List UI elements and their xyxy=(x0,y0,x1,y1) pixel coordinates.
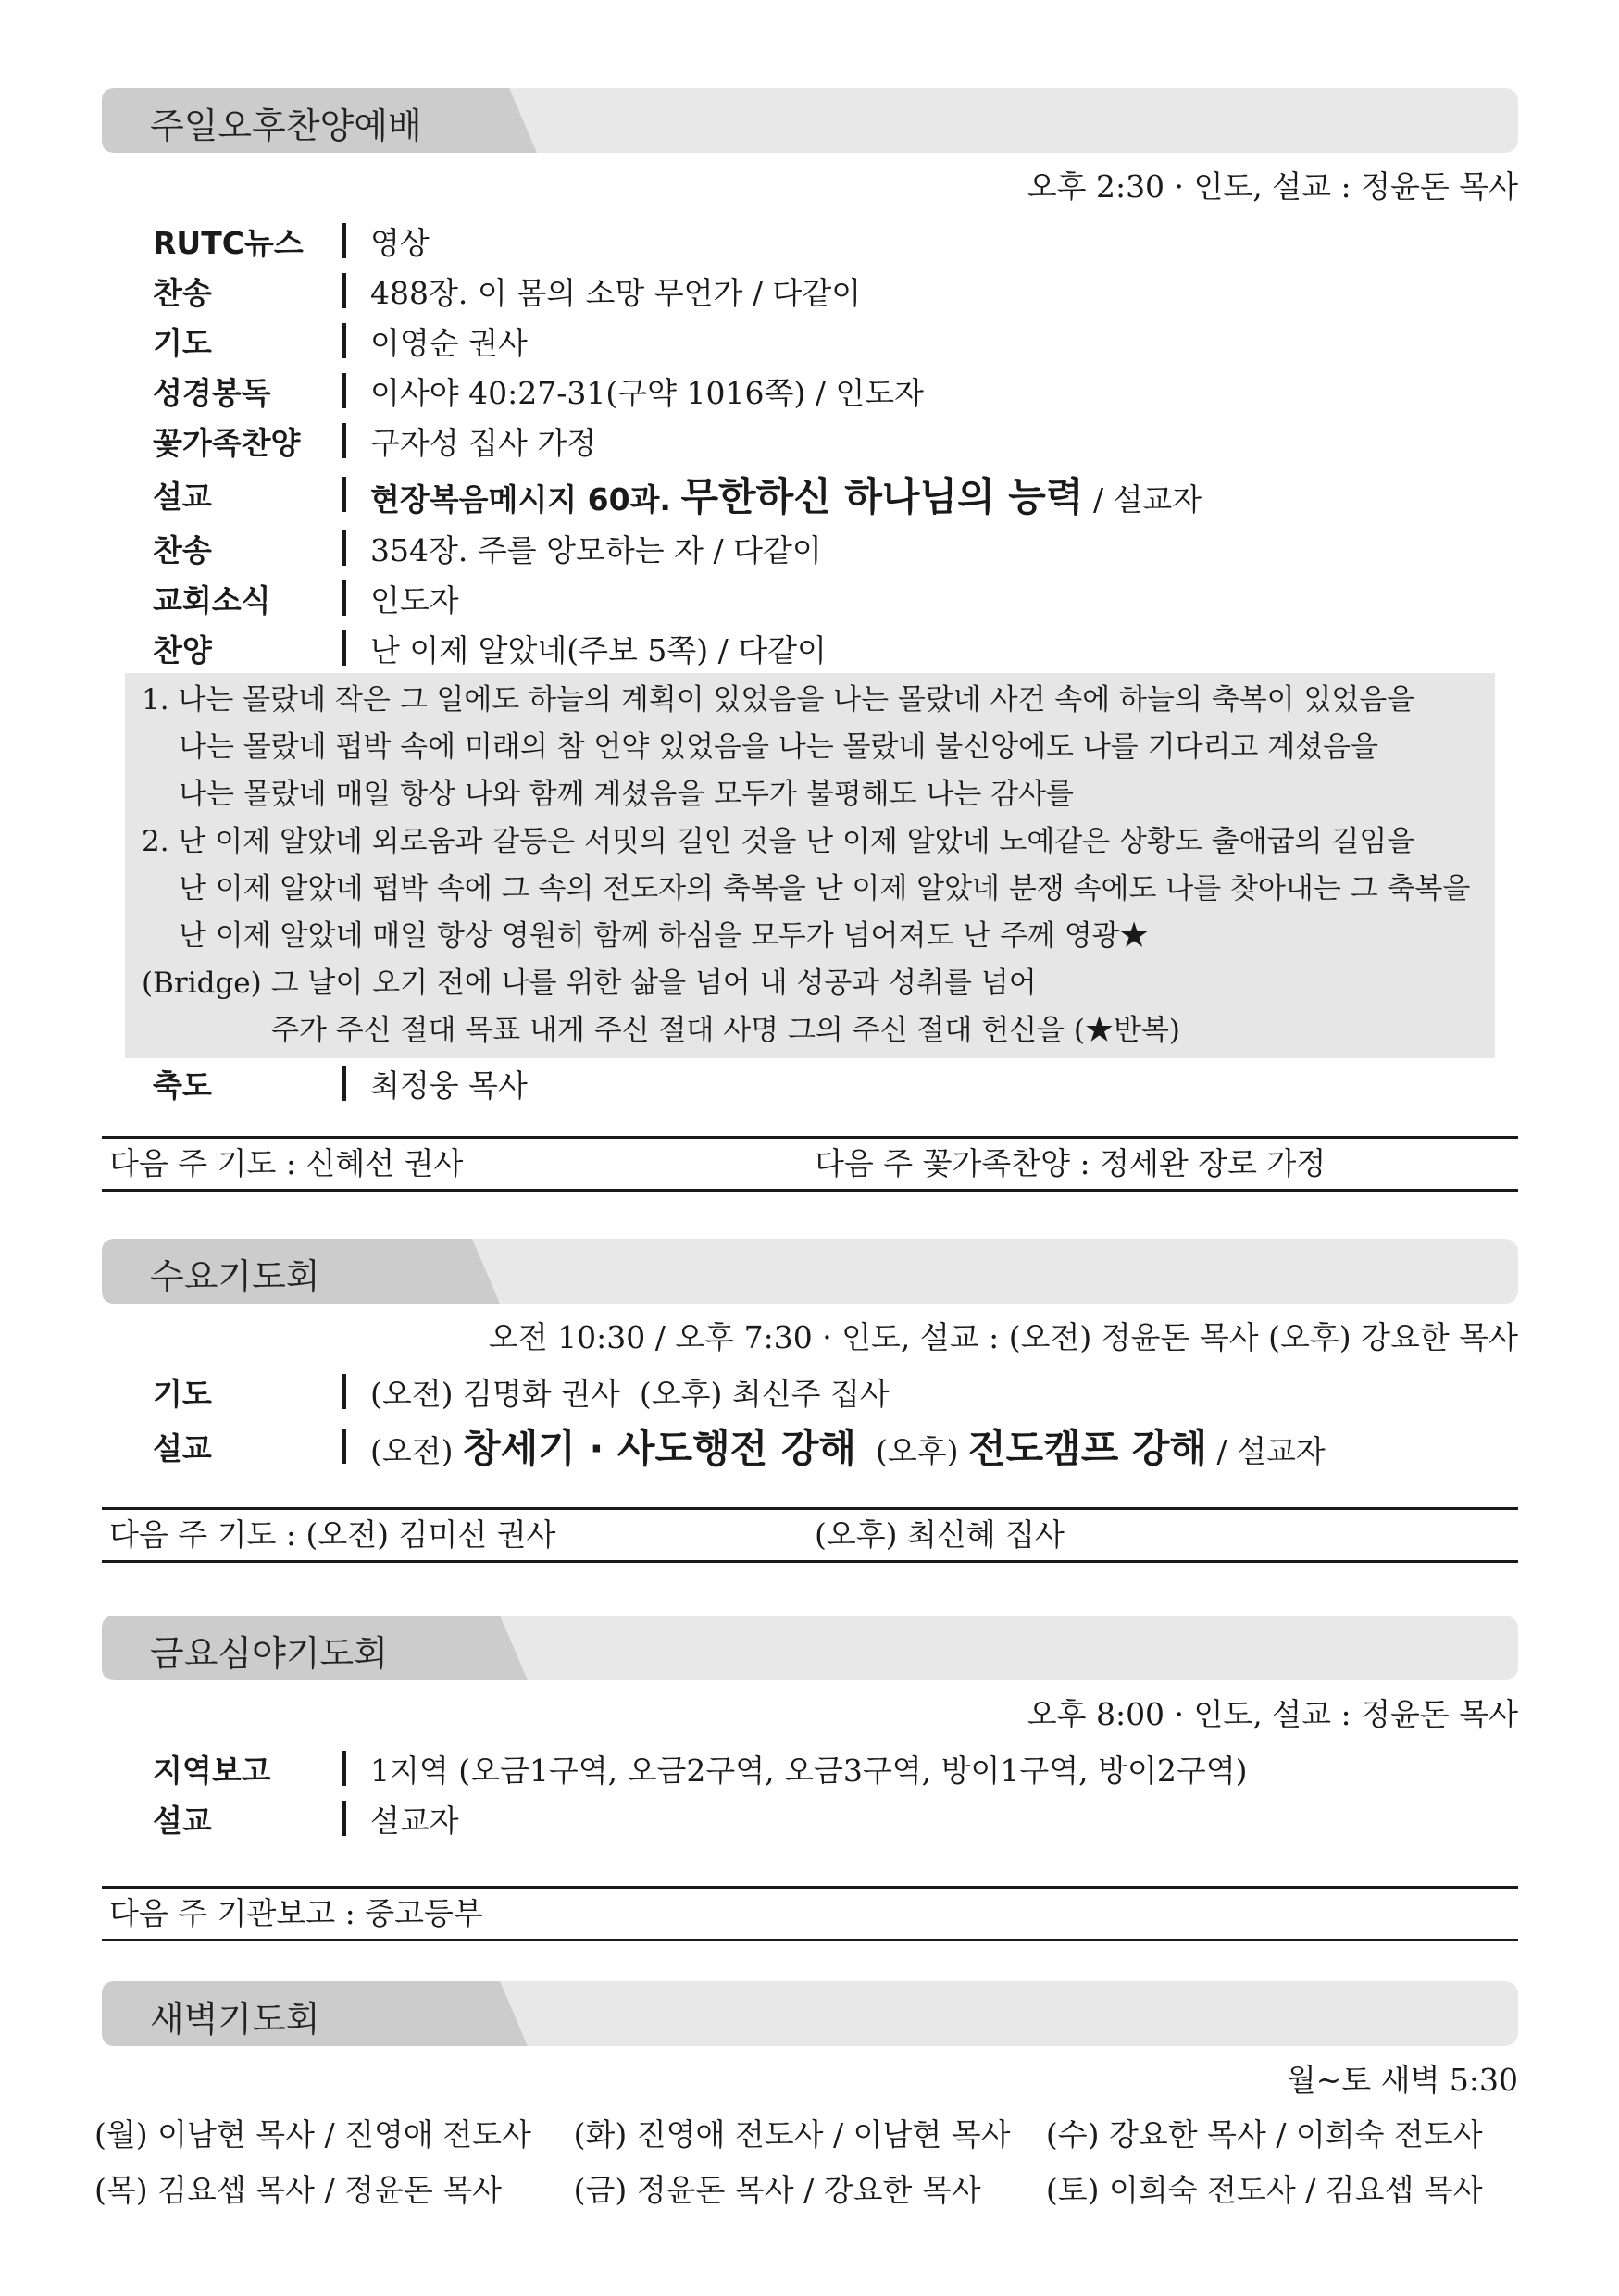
sermon-suffix: / 설교자 xyxy=(1207,1433,1326,1469)
lyric-line: 난 이제 알았네 매일 항상 영원히 함께 하심을 모두가 넘어져도 난 주께 영광★ xyxy=(179,919,1149,953)
service-time: 오전 10:30 / 오후 7:30 · 인도, 설교 : (오전) 정윤돈 목사 (오후) 강요한 목사 xyxy=(488,1319,1518,1355)
next-prayer-pm: (오후) 최신혜 집사 xyxy=(815,1516,1065,1553)
sermon-title: 무한하신 하나님의 능력 xyxy=(680,474,1084,519)
friday-header xyxy=(102,1616,1518,1680)
row-label: 지역보고 xyxy=(153,1752,271,1789)
order-row xyxy=(102,623,1518,673)
friday-section xyxy=(102,1616,1518,1941)
divider xyxy=(342,1751,346,1786)
row-value: 488장. 이 몸의 소망 무언가 / 다같이 xyxy=(370,274,862,311)
schedule-cell: (목) 김요셉 목사 / 정윤돈 목사 xyxy=(94,2172,502,2208)
row-value: 1지역 (오금1구역, 오금2구역, 오금3구역, 방이1구역, 방이2구역) xyxy=(370,1752,1248,1789)
lyric-line: 나는 몰랐네 매일 항상 나와 함께 계셨음을 모두가 불평해도 나는 감사를 xyxy=(179,778,1074,811)
lyric-line: (Bridge) 그 날이 오기 전에 나를 위한 삶을 넘어 내 성공과 성취를 넘어 xyxy=(142,967,1037,1000)
sunday-section xyxy=(102,88,1518,1192)
row-label: 설교 xyxy=(153,1429,212,1466)
row-label: 기도 xyxy=(153,324,212,361)
order-row xyxy=(102,416,1518,466)
divider xyxy=(342,580,346,616)
lyric-line: 2. 난 이제 알았네 외로움과 갈등은 서밋의 길인 것을 난 이제 알았네 노예같은 상황도 출애굽의 길임을 xyxy=(142,825,1415,858)
next-week-box xyxy=(102,1886,1518,1941)
row-value: (오전) 김명화 권사 (오후) 최신주 집사 xyxy=(370,1375,890,1412)
sermon-value xyxy=(370,1418,1518,1474)
am-sermon-title: 창세기 · 사도행전 강해 xyxy=(463,1426,856,1471)
divider xyxy=(342,1374,346,1409)
order-of-service xyxy=(102,216,1518,673)
row-label: 기도 xyxy=(153,1375,212,1412)
order-of-service xyxy=(102,1743,1518,1843)
schedule-row xyxy=(94,2163,1518,2218)
pm-sermon-title: 전도캠프 강해 xyxy=(968,1426,1208,1471)
pm-tag: (오후) xyxy=(875,1433,959,1469)
service-time: 월~토 새벽 5:30 xyxy=(1286,2062,1518,2098)
dawn-schedule xyxy=(94,2107,1518,2218)
sermon-value xyxy=(370,467,1518,522)
divider xyxy=(342,423,346,458)
order-row xyxy=(102,316,1518,366)
lyric-line: 난 이제 알았네 펍박 속에 그 속의 전도자의 축복을 난 이제 알았네 분쟁 속에도 나를 찾아내는 그 축복을 xyxy=(179,872,1471,905)
row-label: 꽃가족찬양 xyxy=(153,424,301,461)
divider xyxy=(342,1801,346,1836)
service-time: 오후 2:30 · 인도, 설교 : 정윤돈 목사 xyxy=(1027,168,1518,205)
divider xyxy=(342,273,346,308)
schedule-cell: (수) 강요한 목사 / 이희숙 전도사 xyxy=(1045,2116,1483,2152)
lyric-line: 1. 나는 몰랐네 작은 그 일에도 하늘의 계획이 있었음을 나는 몰랐네 사건 속에 하늘의 축복이 있었음을 xyxy=(142,683,1415,717)
row-label: 찬양 xyxy=(153,631,212,668)
section-title: 금요심야기도회 xyxy=(150,1633,388,1674)
section-title: 주일오후찬양예배 xyxy=(150,106,422,146)
row-label: 설교 xyxy=(153,1802,212,1839)
next-report: 다음 주 기관보고 : 중고등부 xyxy=(109,1895,483,1931)
divider xyxy=(342,630,346,666)
row-label: 찬송 xyxy=(153,274,212,311)
order-row xyxy=(102,366,1518,416)
dawn-section xyxy=(94,1981,1518,2218)
row-value: 354장. 주를 앙모하는 자 / 다같이 xyxy=(370,531,822,568)
divider xyxy=(342,223,346,258)
lyric-line: 나는 몰랐네 펍박 속에 미래의 참 언약 있었음을 나는 몰랐네 불신앙에도 나를 기다리고 계셨음을 xyxy=(179,730,1378,764)
section-title: 새벽기도회 xyxy=(150,1999,320,2040)
order-row xyxy=(102,523,1518,573)
divider xyxy=(342,1066,346,1101)
row-label: 찬송 xyxy=(153,531,212,568)
row-value: 최정웅 목사 xyxy=(370,1067,528,1104)
row-value: 이사야 40:27-31(구약 1016쪽) / 인도자 xyxy=(370,374,924,411)
row-value: 설교자 xyxy=(370,1802,459,1839)
next-week-box xyxy=(102,1136,1518,1192)
order-row xyxy=(102,1793,1518,1843)
divider xyxy=(342,373,346,408)
order-row xyxy=(102,266,1518,316)
schedule-cell: (월) 이남현 목사 / 진영애 전도사 xyxy=(94,2116,531,2152)
schedule-cell: (토) 이희숙 전도사 / 김요셉 목사 xyxy=(1045,2172,1483,2208)
divider xyxy=(342,323,346,358)
next-prayer: 다음 주 기도 : 신혜선 권사 xyxy=(109,1145,464,1181)
row-value: 영상 xyxy=(370,224,430,261)
lyric-line: 주가 주신 절대 목표 내게 주신 절대 사명 그의 주신 절대 헌신을 (★반복) xyxy=(271,1014,1180,1047)
divider xyxy=(342,1429,346,1464)
row-value: 난 이제 알았네(주보 5쪽) / 다같이 xyxy=(370,631,827,668)
section-title: 수요기도회 xyxy=(150,1256,320,1297)
row-label: RUTC뉴스 xyxy=(153,224,304,261)
wednesday-section xyxy=(102,1239,1518,1563)
schedule-cell: (금) 정윤돈 목사 / 강요한 목사 xyxy=(573,2172,981,2208)
next-family-praise: 다음 주 꽃가족찬양 : 정세완 장로 가정 xyxy=(815,1145,1326,1181)
divider xyxy=(342,530,346,566)
schedule-cell: (화) 진영애 전도사 / 이남현 목사 xyxy=(573,2116,1011,2152)
order-row xyxy=(102,573,1518,623)
sermon-row xyxy=(102,466,1518,523)
row-value: 이영순 권사 xyxy=(370,324,528,361)
dawn-header xyxy=(102,1981,1518,2046)
service-time: 오후 8:00 · 인도, 설교 : 정윤돈 목사 xyxy=(1027,1696,1518,1732)
sermon-series: 현장복음메시지 60과. xyxy=(370,481,671,518)
row-value: 구자성 집사 가정 xyxy=(370,424,597,461)
row-label: 설교 xyxy=(153,478,212,515)
next-prayer-am: 다음 주 기도 : (오전) 김미선 권사 xyxy=(109,1516,556,1553)
order-of-service xyxy=(102,1366,1518,1476)
row-label: 교회소식 xyxy=(153,581,271,618)
benediction-row xyxy=(102,1058,1518,1108)
am-tag: (오전) xyxy=(370,1433,454,1469)
row-label: 성경봉독 xyxy=(153,374,271,411)
sunday-header xyxy=(102,88,1518,153)
next-week-box xyxy=(102,1507,1518,1563)
sermon-suffix: / 설교자 xyxy=(1083,481,1202,518)
order-row xyxy=(102,216,1518,266)
divider xyxy=(342,477,346,512)
sermon-row xyxy=(102,1416,1518,1476)
wednesday-header xyxy=(102,1239,1518,1304)
schedule-row xyxy=(94,2107,1518,2163)
row-label: 축도 xyxy=(153,1067,212,1104)
order-row xyxy=(102,1366,1518,1416)
song-lyrics xyxy=(125,673,1495,1058)
row-value: 인도자 xyxy=(370,581,459,618)
order-row xyxy=(102,1743,1518,1793)
